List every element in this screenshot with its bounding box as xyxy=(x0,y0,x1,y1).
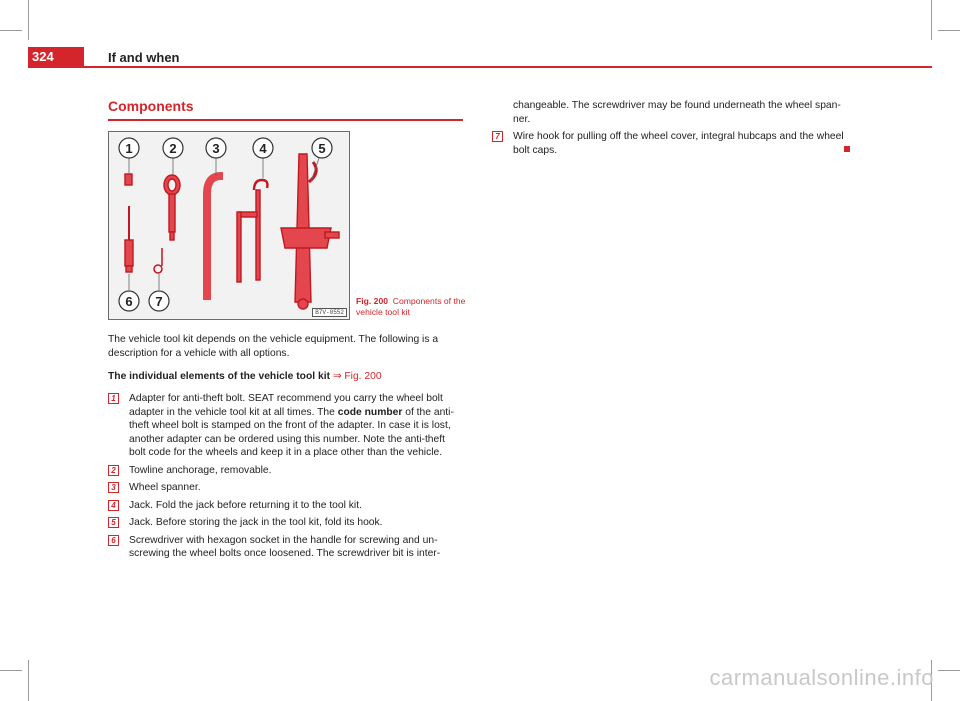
list-item xyxy=(108,392,464,460)
watermark: carmanualsonline.info xyxy=(709,665,934,690)
item-text: Towline anchorage, removable. xyxy=(129,464,272,476)
item-text: of the anti-theft wheel bolt is stamped on the front of the adapter. In case it is lost, another adapter can be ordered using this number. Note the anti-theft bolt code for the wheels and keep it in a place other than the vehicle. xyxy=(129,406,454,458)
callout-2-label: 2 xyxy=(169,141,177,156)
item-number: 5 xyxy=(108,517,119,528)
list-item xyxy=(108,499,464,513)
elements-heading xyxy=(108,370,464,384)
item-text: Wire hook for pulling off the wheel cover, integral hubcaps and the wheel bolt caps. xyxy=(513,131,844,156)
section-title: Components xyxy=(108,98,194,114)
item-text: Wheel spanner. xyxy=(129,482,201,493)
item-bold-text: code number xyxy=(337,406,403,418)
page-number: 324 xyxy=(32,49,54,64)
callout-1-label: 1 xyxy=(125,141,133,156)
callout-4-label: 4 xyxy=(259,141,267,156)
crop-mark xyxy=(938,670,960,671)
towline-anchorage-tool xyxy=(164,175,180,240)
section-rule xyxy=(108,119,463,121)
tool-kit-list-continued xyxy=(492,130,849,161)
header-rule xyxy=(28,66,932,68)
screwdriver-tool xyxy=(125,206,133,272)
crop-mark xyxy=(0,670,22,671)
crop-mark xyxy=(28,0,29,40)
item-number: 6 xyxy=(108,535,119,546)
tool-kit-list xyxy=(108,392,464,565)
item-number: 2 xyxy=(108,465,119,476)
list-item xyxy=(108,481,464,495)
intro-paragraph: The vehicle tool kit depends on the vehicle equipment. The following is a description for a vehicle with all options. xyxy=(108,334,439,359)
crop-mark xyxy=(938,30,960,31)
figure-caption-text: Components of the vehicle tool kit xyxy=(356,296,466,317)
item-number: 1 xyxy=(108,393,119,404)
item-number: 3 xyxy=(108,482,119,493)
callout-6-label: 6 xyxy=(125,294,133,309)
item-text: Jack. Fold the jack before returning it to the tool kit. xyxy=(129,499,362,511)
section-end-marker xyxy=(844,146,850,152)
wheel-spanner-tool xyxy=(207,176,223,300)
callout-7-label: 7 xyxy=(155,294,163,309)
adapter-tool xyxy=(125,174,132,185)
list-item xyxy=(492,130,849,157)
list-item xyxy=(108,464,464,478)
running-head: If and when xyxy=(108,50,180,65)
item-number: 4 xyxy=(108,500,119,511)
figure-caption-label: Fig. 200 xyxy=(356,296,388,306)
crop-mark xyxy=(0,30,22,31)
crop-mark xyxy=(931,0,932,40)
callout-3-label: 3 xyxy=(212,141,220,156)
callout-5-label: 5 xyxy=(318,141,326,156)
figure-caption xyxy=(356,296,466,318)
crop-mark xyxy=(28,660,29,701)
jack-tool xyxy=(281,154,339,309)
continuation-text: changeable. The screwdriver may be found underneath the wheel span-ner. xyxy=(513,100,841,125)
wire-hook-tool xyxy=(154,248,162,273)
tool-kit-figure xyxy=(108,131,350,320)
tool-kit-illustration xyxy=(109,132,349,319)
jack-crank-tool xyxy=(237,180,267,282)
figure-code: B7V-0552 xyxy=(312,308,347,317)
list-item xyxy=(108,534,464,561)
item-text: Jack. Before storing the jack in the tool kit, fold its hook. xyxy=(129,517,383,528)
list-item xyxy=(108,516,464,530)
item-text: Screwdriver with hexagon socket in the handle for screwing and un-screwing the wheel bolts once loosened. The screwdriver bit is inter- xyxy=(129,534,441,559)
item-number: 7 xyxy=(492,131,503,142)
item-text: Adapter for anti-theft bolt. SEAT recommend you carry the wheel bolt adapter in the vehicle tool kit at all times. The xyxy=(129,393,443,418)
elements-heading-text: The individual elements of the vehicle tool kit xyxy=(108,371,330,382)
figure-link[interactable]: ⇒ Fig. 200 xyxy=(332,371,382,382)
